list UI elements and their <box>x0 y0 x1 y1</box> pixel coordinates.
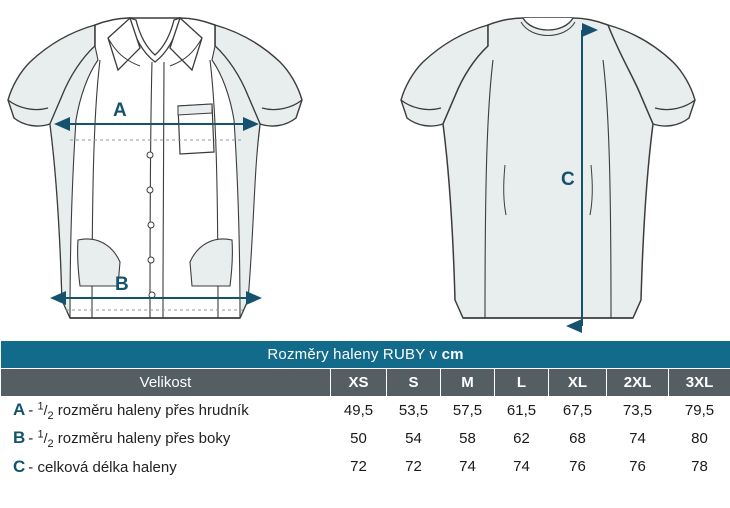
row-b-value-m: 58 <box>441 425 495 453</box>
row-c-value-xl: 76 <box>549 453 607 481</box>
header-size-3xl: 3XL <box>669 369 730 397</box>
row-c-key: C <box>13 456 26 476</box>
row-b-description <box>1 425 331 453</box>
row-a-value-xs: 49,5 <box>331 397 387 425</box>
row-b-value-3xl: 80 <box>669 425 730 453</box>
row-c-value-s: 72 <box>387 453 441 481</box>
row-b-text: rozměru haleny přes boky <box>53 429 231 447</box>
dimension-label-a: A <box>113 100 127 121</box>
back-view <box>401 18 695 326</box>
header-size-label: Velikost <box>1 369 331 397</box>
row-c-dash: - <box>28 458 34 476</box>
size-table <box>0 340 730 508</box>
row-b-value-xs: 50 <box>331 425 387 453</box>
row-c-value-m: 74 <box>441 453 495 481</box>
row-a-value-3xl: 79,5 <box>669 397 730 425</box>
row-a-value-m: 57,5 <box>441 397 495 425</box>
row-a-text: rozměru haleny přes hrudník <box>53 401 249 419</box>
row-a-value-l: 61,5 <box>495 397 549 425</box>
row-b-value-xl: 68 <box>549 425 607 453</box>
table-row <box>1 453 730 481</box>
row-b-fraction: $^1/_2$ <box>37 427 54 450</box>
table-header-row <box>1 369 730 397</box>
header-size-m: M <box>441 369 495 397</box>
row-b-value-s: 54 <box>387 425 441 453</box>
header-size-xl: XL <box>549 369 607 397</box>
row-c-text: celková délka haleny <box>37 458 177 476</box>
row-a-key: A <box>13 399 26 419</box>
row-a-value-2xl: 73,5 <box>607 397 669 425</box>
row-a-description <box>1 397 331 425</box>
table-title-row <box>1 341 730 369</box>
dimension-label-c: C <box>561 169 575 190</box>
front-view <box>8 18 302 318</box>
table-title-unit: cm <box>441 346 464 363</box>
row-c-value-xs: 72 <box>331 453 387 481</box>
row-c-value-l: 74 <box>495 453 549 481</box>
table-row <box>1 397 730 425</box>
header-size-2xl: 2XL <box>607 369 669 397</box>
row-b-dash: - <box>28 429 34 447</box>
header-size-s: S <box>387 369 441 397</box>
table-row <box>1 425 730 453</box>
row-c-value-2xl: 76 <box>607 453 669 481</box>
table-title-text: Rozměry haleny RUBY v <box>267 346 442 363</box>
row-a-value-xl: 67,5 <box>549 397 607 425</box>
header-size-xs: XS <box>331 369 387 397</box>
row-a-value-s: 53,5 <box>387 397 441 425</box>
row-c-value-3xl: 78 <box>669 453 730 481</box>
row-a-fraction: $^1/_2$ <box>37 399 54 422</box>
table-title-cell <box>1 341 730 369</box>
row-b-value-2xl: 74 <box>607 425 669 453</box>
row-a-dash: - <box>28 401 34 419</box>
row-b-key: B <box>13 427 26 447</box>
header-size-l: L <box>495 369 549 397</box>
dimension-label-b: B <box>115 274 129 295</box>
row-c-description <box>1 453 331 481</box>
row-b-value-l: 62 <box>495 425 549 453</box>
